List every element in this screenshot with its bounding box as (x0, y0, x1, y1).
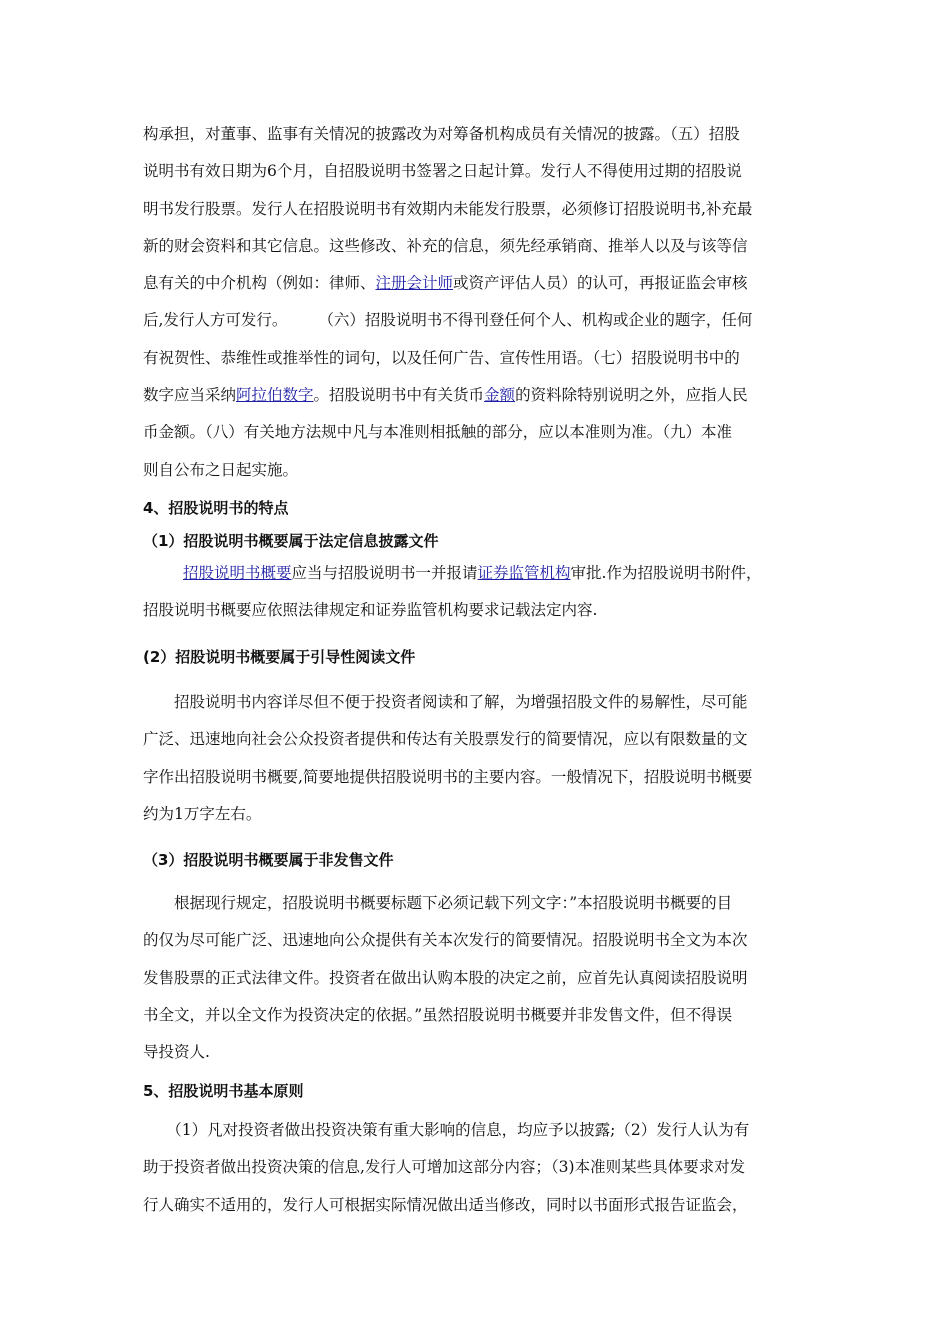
text-line: 广泛、迅速地向社会公众投资者提供和传达有关股票发行的简要情况，应以有限数量的文 (143, 730, 748, 749)
link-amount[interactable]: 金额 (484, 386, 516, 405)
text-line: 币金额。（八）有关地方法规中凡与本准则相抵触的部分，应以本准则为准。（九）本准 (143, 423, 733, 442)
heading-section-4-3: （3）招股说明书概要属于非发售文件 (143, 851, 394, 869)
text-line: 根据现行规定，招股说明书概要标题下必须记载下列文字：”本招股说明书概要的目 (143, 894, 733, 912)
text-line: 新的财会资料和其它信息。这些修改、补充的信息，须先经承销商、推举人以及与该等信 (143, 236, 748, 255)
paragraph-guiding-reading (143, 684, 808, 833)
text-line: 有祝贺性、恭维性或推举性的词句，以及任何广告、宣传性用语。（七）招股说明书中的 (143, 348, 740, 367)
heading-section-4-1: （1）招股说明书概要属于法定信息披露文件 (143, 532, 439, 550)
text-line: 招股说明书概要应依照法律规定和证券监管机构要求记载法定内容. (143, 601, 598, 620)
heading-section-4-2: (2）招股说明书概要属于引导性阅读文件 (143, 648, 416, 666)
heading-section-4: 4、招股说明书的特点 (143, 499, 289, 517)
paragraph-non-offering (143, 885, 808, 1071)
text-line: 说明书有效日期为6个月，自招股说明书签署之日起计算。发行人不得使用过期的招股说 (143, 162, 742, 181)
text-line: 助于投资者做出投资决策的信息,发行人可增加这部分内容；（3)本准则某些具体要求对发 (143, 1158, 746, 1177)
text-segment: 数字应当采纳 (143, 386, 237, 405)
text-line: 明书发行股票。发行人在招股说明书有效期内未能发行股票，必须修订招股说明书,补充最 (143, 199, 753, 218)
link-certified-accountant[interactable]: 注册会计师 (375, 274, 454, 293)
text-line: 后,发行人方可发行。 （六）招股说明书不得刊登任何个人、机构或企业的题字，任何 (143, 311, 753, 330)
text-line: 则自公布之日起实施。 (143, 460, 299, 479)
paragraph-basic-principles (143, 1112, 808, 1224)
text-line (143, 555, 808, 592)
text-line: 书全文，并以全文作为投资决定的依据。”虽然招股说明书概要并非发售文件，但不得误 (143, 1005, 733, 1024)
text-segment: 。招股说明书中有关货币 (313, 386, 485, 405)
text-line: 导投资人. (143, 1043, 210, 1062)
text-line (143, 377, 808, 414)
heading-section-5: 5、招股说明书基本原则 (143, 1082, 304, 1100)
text-line: 行人确实不适用的，发行人可根据实际情况做出适当修改，同时以书面形式报告证监会， (143, 1195, 748, 1214)
text-line: 发售股票的正式法律文件。投资者在做出认购本股的决定之前，应首先认真阅读招股说明 (143, 968, 748, 987)
text-line: 招股说明书内容详尽但不便于投资者阅读和了解，为增强招股文件的易解性，尽可能 (143, 693, 748, 711)
text-segment: 息有关的中介机构（例如：律师、 (143, 274, 376, 293)
text-segment: 的资料除特别说明之外，应指人民 (515, 386, 748, 405)
text-line: 字作出招股说明书概要,简要地提供招股说明书的主要内容。一般情况下，招股说明书概要 (143, 767, 753, 786)
text-segment: 或资产评估人员）的认可，再报证监会审核 (453, 274, 748, 293)
text-line: 约为1万字左右。 (143, 804, 262, 823)
link-securities-regulator[interactable]: 证券监管机构 (477, 564, 571, 582)
link-prospectus-summary[interactable]: 招股说明书概要 (183, 564, 292, 582)
text-segment: 审批.作为招股说明书附件， (570, 564, 762, 582)
text-line: 构承担，对董事、监事有关情况的披露改为对筹备机构成员有关情况的披露。（五）招股 (143, 125, 740, 143)
text-line (143, 265, 808, 302)
text-line: 的仅为尽可能广泛、迅速地向公众提供有关本次发行的简要情况。招股说明书全文为本次 (143, 931, 748, 950)
paragraph-legal-disclosure (143, 555, 808, 630)
text-line: （1）凡对投资者做出投资决策有重大影响的信息，均应予以披露;（2）发行人认为有 (143, 1121, 750, 1139)
text-segment: 应当与招股说明书一并报请 (291, 564, 478, 582)
link-arabic-numerals[interactable]: 阿拉伯数字 (236, 386, 314, 405)
paragraph-prospectus-rules (143, 116, 808, 489)
